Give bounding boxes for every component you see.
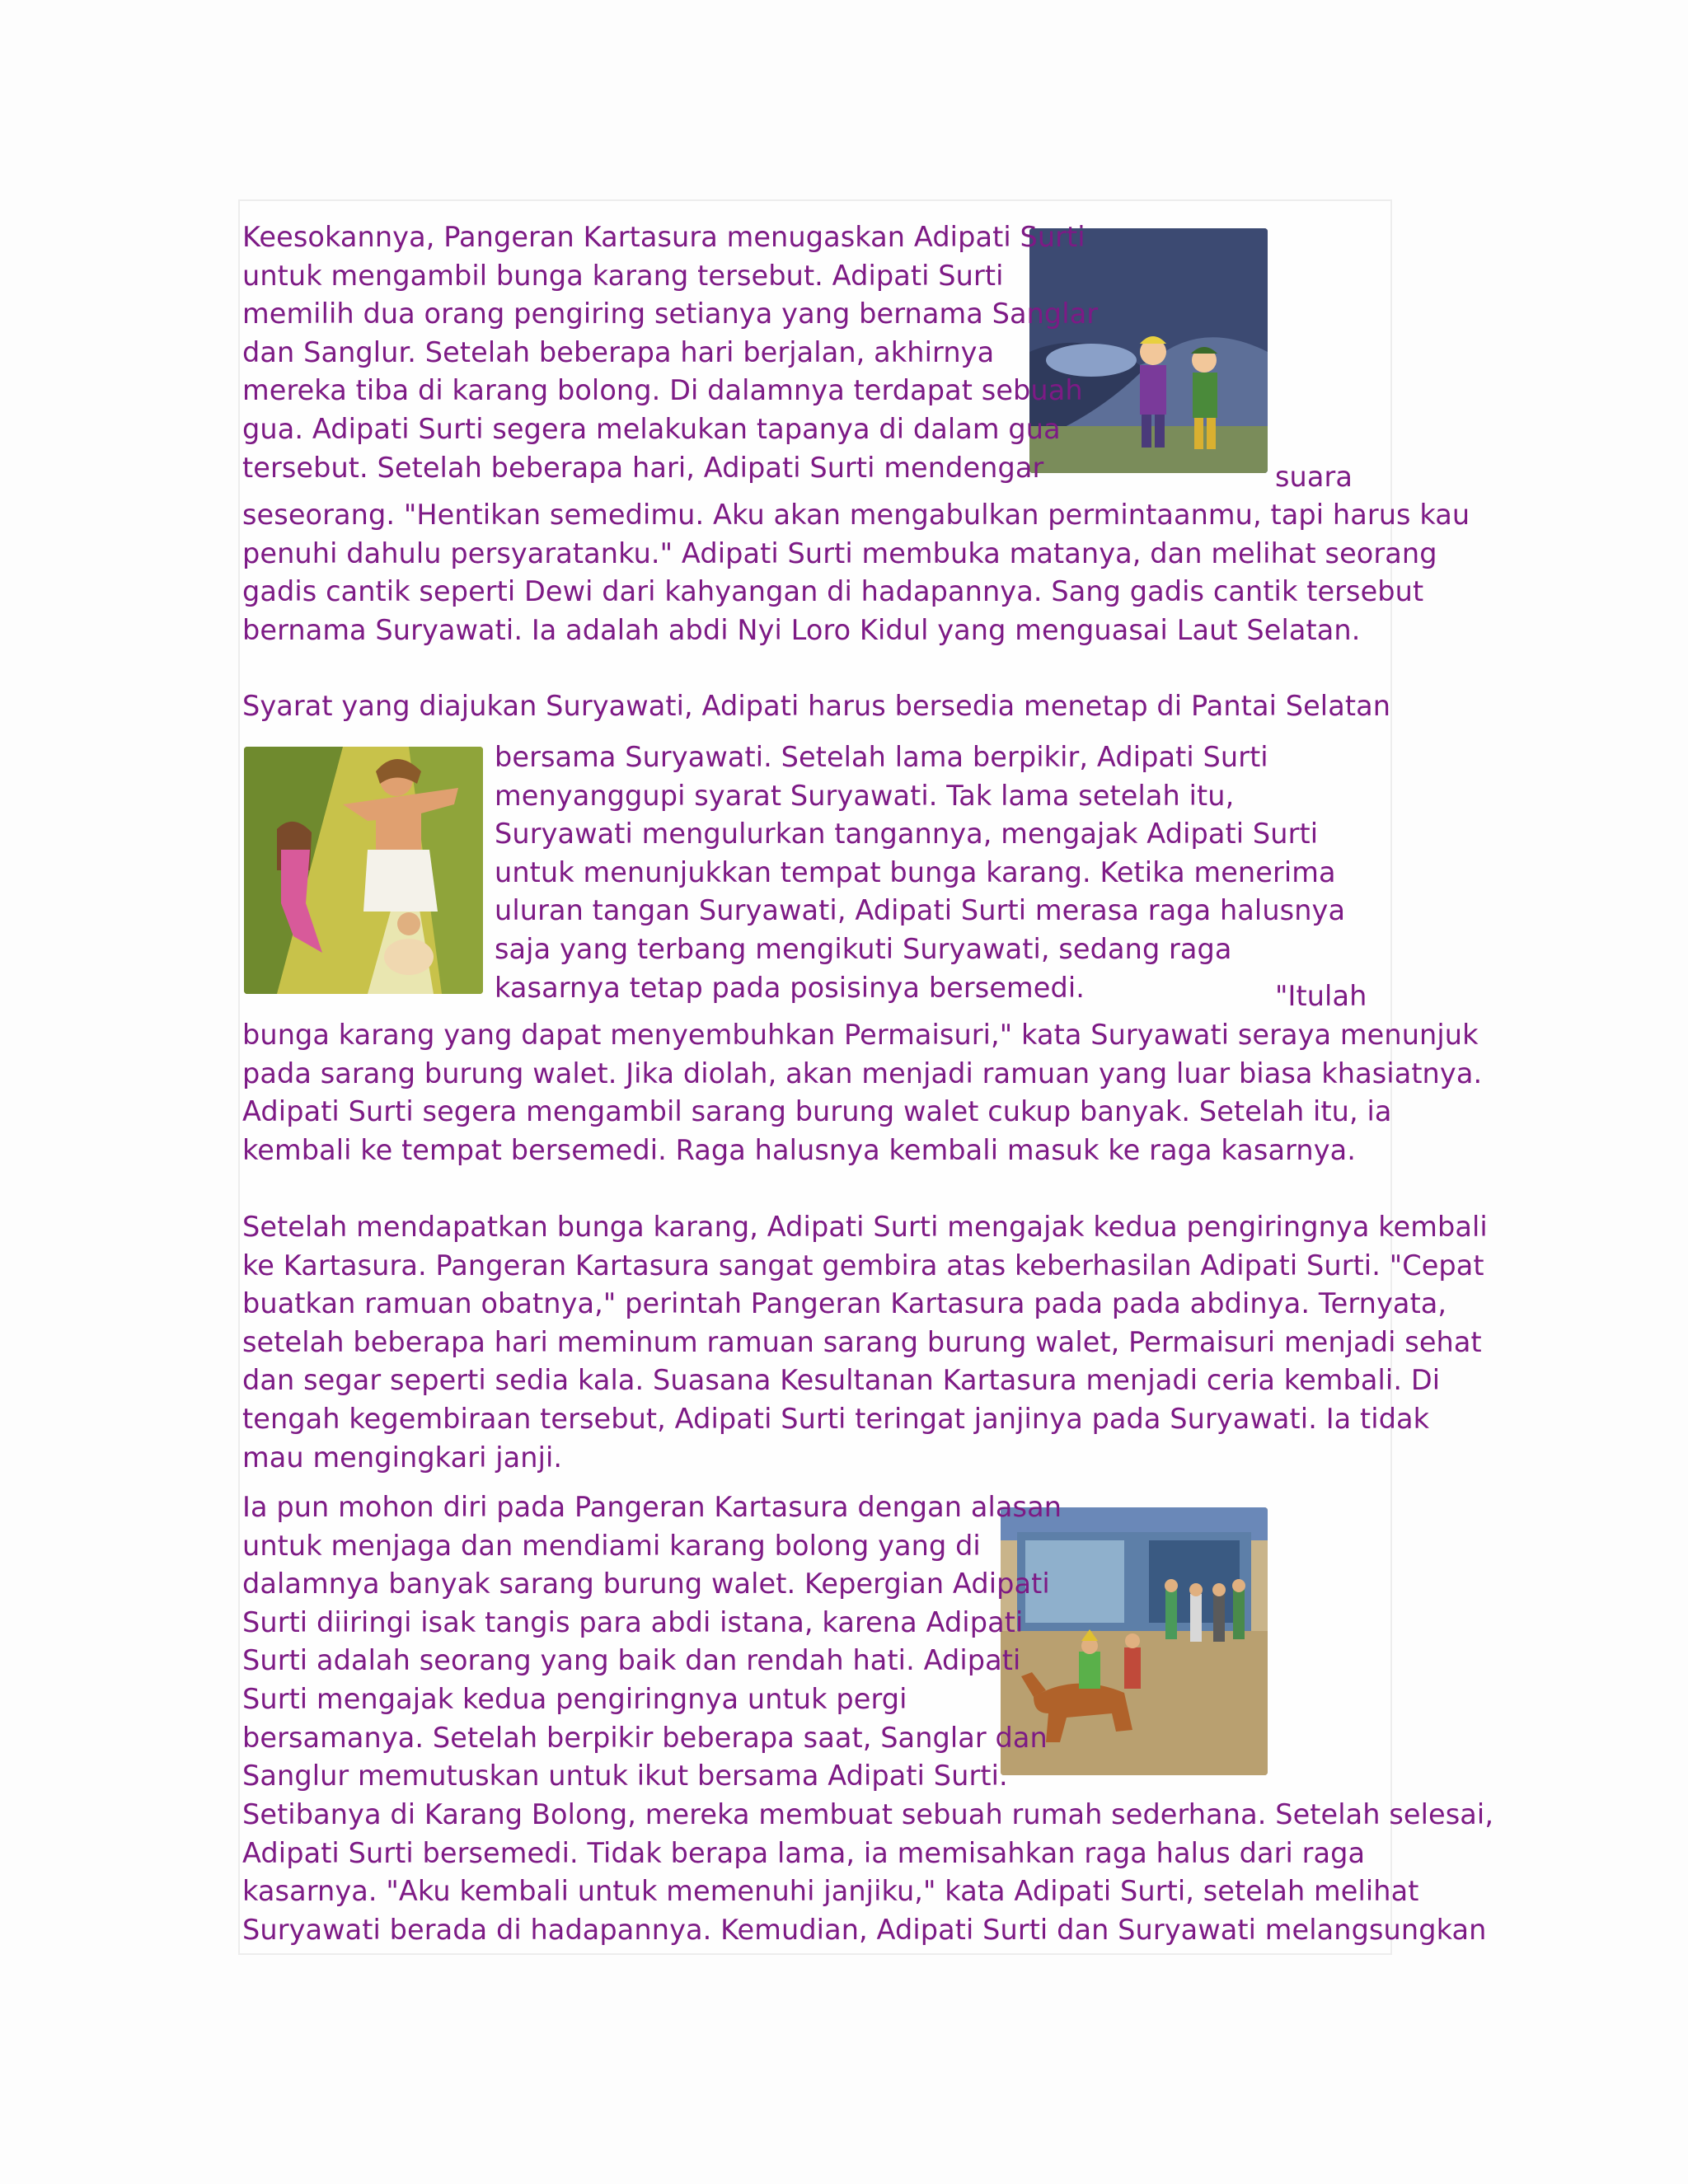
story-line: dan segar seperti sedia kala. Suasana Kesultanan Kartasura menjadi ceria kembali. Di — [242, 1364, 1441, 1397]
story-line: Suryawati mengulurkan tangannya, mengajak Adipati Surti — [495, 818, 1319, 851]
story-line: untuk menunjukkan tempat bunga karang. Ketika menerima — [495, 855, 1336, 888]
story-line: dalamnya banyak sarang burung walet. Kepergian Adipati — [242, 1568, 1050, 1601]
story-line: Setibanya di Karang Bolong, mereka membuat sebuah rumah sederhana. Setelah selesai, — [242, 1798, 1494, 1830]
story-line: uluran tangan Suryawati, Adipati Surti merasa raga halusnya — [495, 894, 1346, 927]
story-line: gadis cantik seperti Dewi dari kahyangan di hadapannya. Sang gadis cantik tersebut — [242, 575, 1424, 608]
story-line: kembali ke tempat bersemedi. Raga halusnya kembali masuk ke raga kasarnya. — [242, 1133, 1356, 1166]
story-line: suara — [1275, 461, 1353, 493]
story-line: mereka tiba di karang bolong. Di dalamnya terdapat sebuah — [242, 374, 1083, 407]
story-line: Adipati Surti segera mengambil sarang burung walet cukup banyak. Setelah itu, ia — [242, 1095, 1392, 1128]
story-line: kasarnya tetap pada posisinya bersemedi. — [495, 971, 1085, 1004]
story-line: bersamanya. Setelah berpikir beberapa saat, Sanglar dan — [242, 1721, 1048, 1754]
story-line: bunga karang yang dapat menyembuhkan Permaisuri," kata Suryawati seraya menunjuk — [242, 1019, 1479, 1051]
story-line: Setelah mendapatkan bunga karang, Adipati Surti mengajak kedua pengiringnya kembali — [242, 1211, 1488, 1243]
story-line: "Itulah — [1275, 980, 1367, 1012]
story-line: Surti mengajak kedua pengiringnya untuk pergi — [242, 1683, 907, 1715]
story-line: memilih dua orang pengiring setianya yang bernama Sanglar — [242, 298, 1099, 330]
story-line: saja yang terbang mengikuti Suryawati, sedang raga — [495, 933, 1232, 965]
story-line: Adipati Surti bersemedi. Tidak berapa lama, ia memisahkan raga halus dari raga — [242, 1836, 1366, 1869]
story-line: tersebut. Setelah beberapa hari, Adipati Surti mendengar — [242, 451, 1044, 484]
story-line: gua. Adipati Surti segera melakukan tapanya di dalam gua — [242, 413, 1061, 445]
story-line: mau mengingkari janji. — [242, 1441, 563, 1474]
suryawati-illustration — [244, 747, 483, 994]
story-line: Syarat yang diajukan Suryawati, Adipati harus bersedia menetap di Pantai Selatan — [242, 690, 1391, 722]
story-line: setelah beberapa hari meminum ramuan sarang burung walet, Permaisuri menjadi sehat — [242, 1325, 1482, 1358]
story-line: kasarnya. "Aku kembali untuk memenuhi janjiku," kata Adipati Surti, setelah melihat — [242, 1875, 1419, 1908]
story-line: seseorang. "Hentikan semedimu. Aku akan mengabulkan permintaanmu, tapi harus kau — [242, 499, 1470, 531]
story-line: tengah kegembiraan tersebut, Adipati Surti teringat janjinya pada Suryawati. Ia tidak — [242, 1403, 1430, 1435]
story-line: Ia pun mohon diri pada Pangeran Kartasura dengan alasan — [242, 1491, 1062, 1523]
story-line: pada sarang burung walet. Jika diolah, akan menjadi ramuan yang luar biasa khasiatnya. — [242, 1057, 1483, 1090]
story-line: untuk mengambil bunga karang tersebut. Adipati Surti — [242, 259, 1004, 292]
story-line: penuhi dahulu persyaratanku." Adipati Surti membuka matanya, dan melihat seorang — [242, 537, 1437, 569]
story-line: menyanggupi syarat Suryawati. Tak lama setelah itu, — [495, 779, 1235, 812]
story-line: Surti adalah seorang yang baik dan rendah hati. Adipati — [242, 1644, 1021, 1677]
story-line: untuk menjaga dan mendiami karang bolong yang di — [242, 1529, 981, 1562]
story-line: bersama Suryawati. Setelah lama berpikir, Adipati Surti — [495, 741, 1268, 773]
story-line: Surti diiringi isak tangis para abdi istana, karena Adipati — [242, 1605, 1024, 1638]
story-line: dan Sanglur. Setelah beberapa hari berjalan, akhirnya — [242, 335, 995, 368]
cave-illustration — [1029, 228, 1268, 473]
story-line: Sanglur memutuskan untuk ikut bersama Adipati Surti. — [242, 1760, 1008, 1793]
story-line: bernama Suryawati. Ia adalah abdi Nyi Loro Kidul yang menguasai Laut Selatan. — [242, 613, 1361, 646]
story-line: Keesokannya, Pangeran Kartasura menugaskan Adipati Surti — [242, 221, 1085, 253]
story-line: ke Kartasura. Pangeran Kartasura sangat gembira atas keberhasilan Adipati Surti. "Cepat — [242, 1249, 1484, 1282]
story-line: Suryawati berada di hadapannya. Kemudian, Adipati Surti dan Suryawati melangsungkan — [242, 1913, 1487, 1946]
story-line: buatkan ramuan obatnya," perintah Pangeran Kartasura pada pada abdinya. Ternyata, — [242, 1287, 1447, 1320]
